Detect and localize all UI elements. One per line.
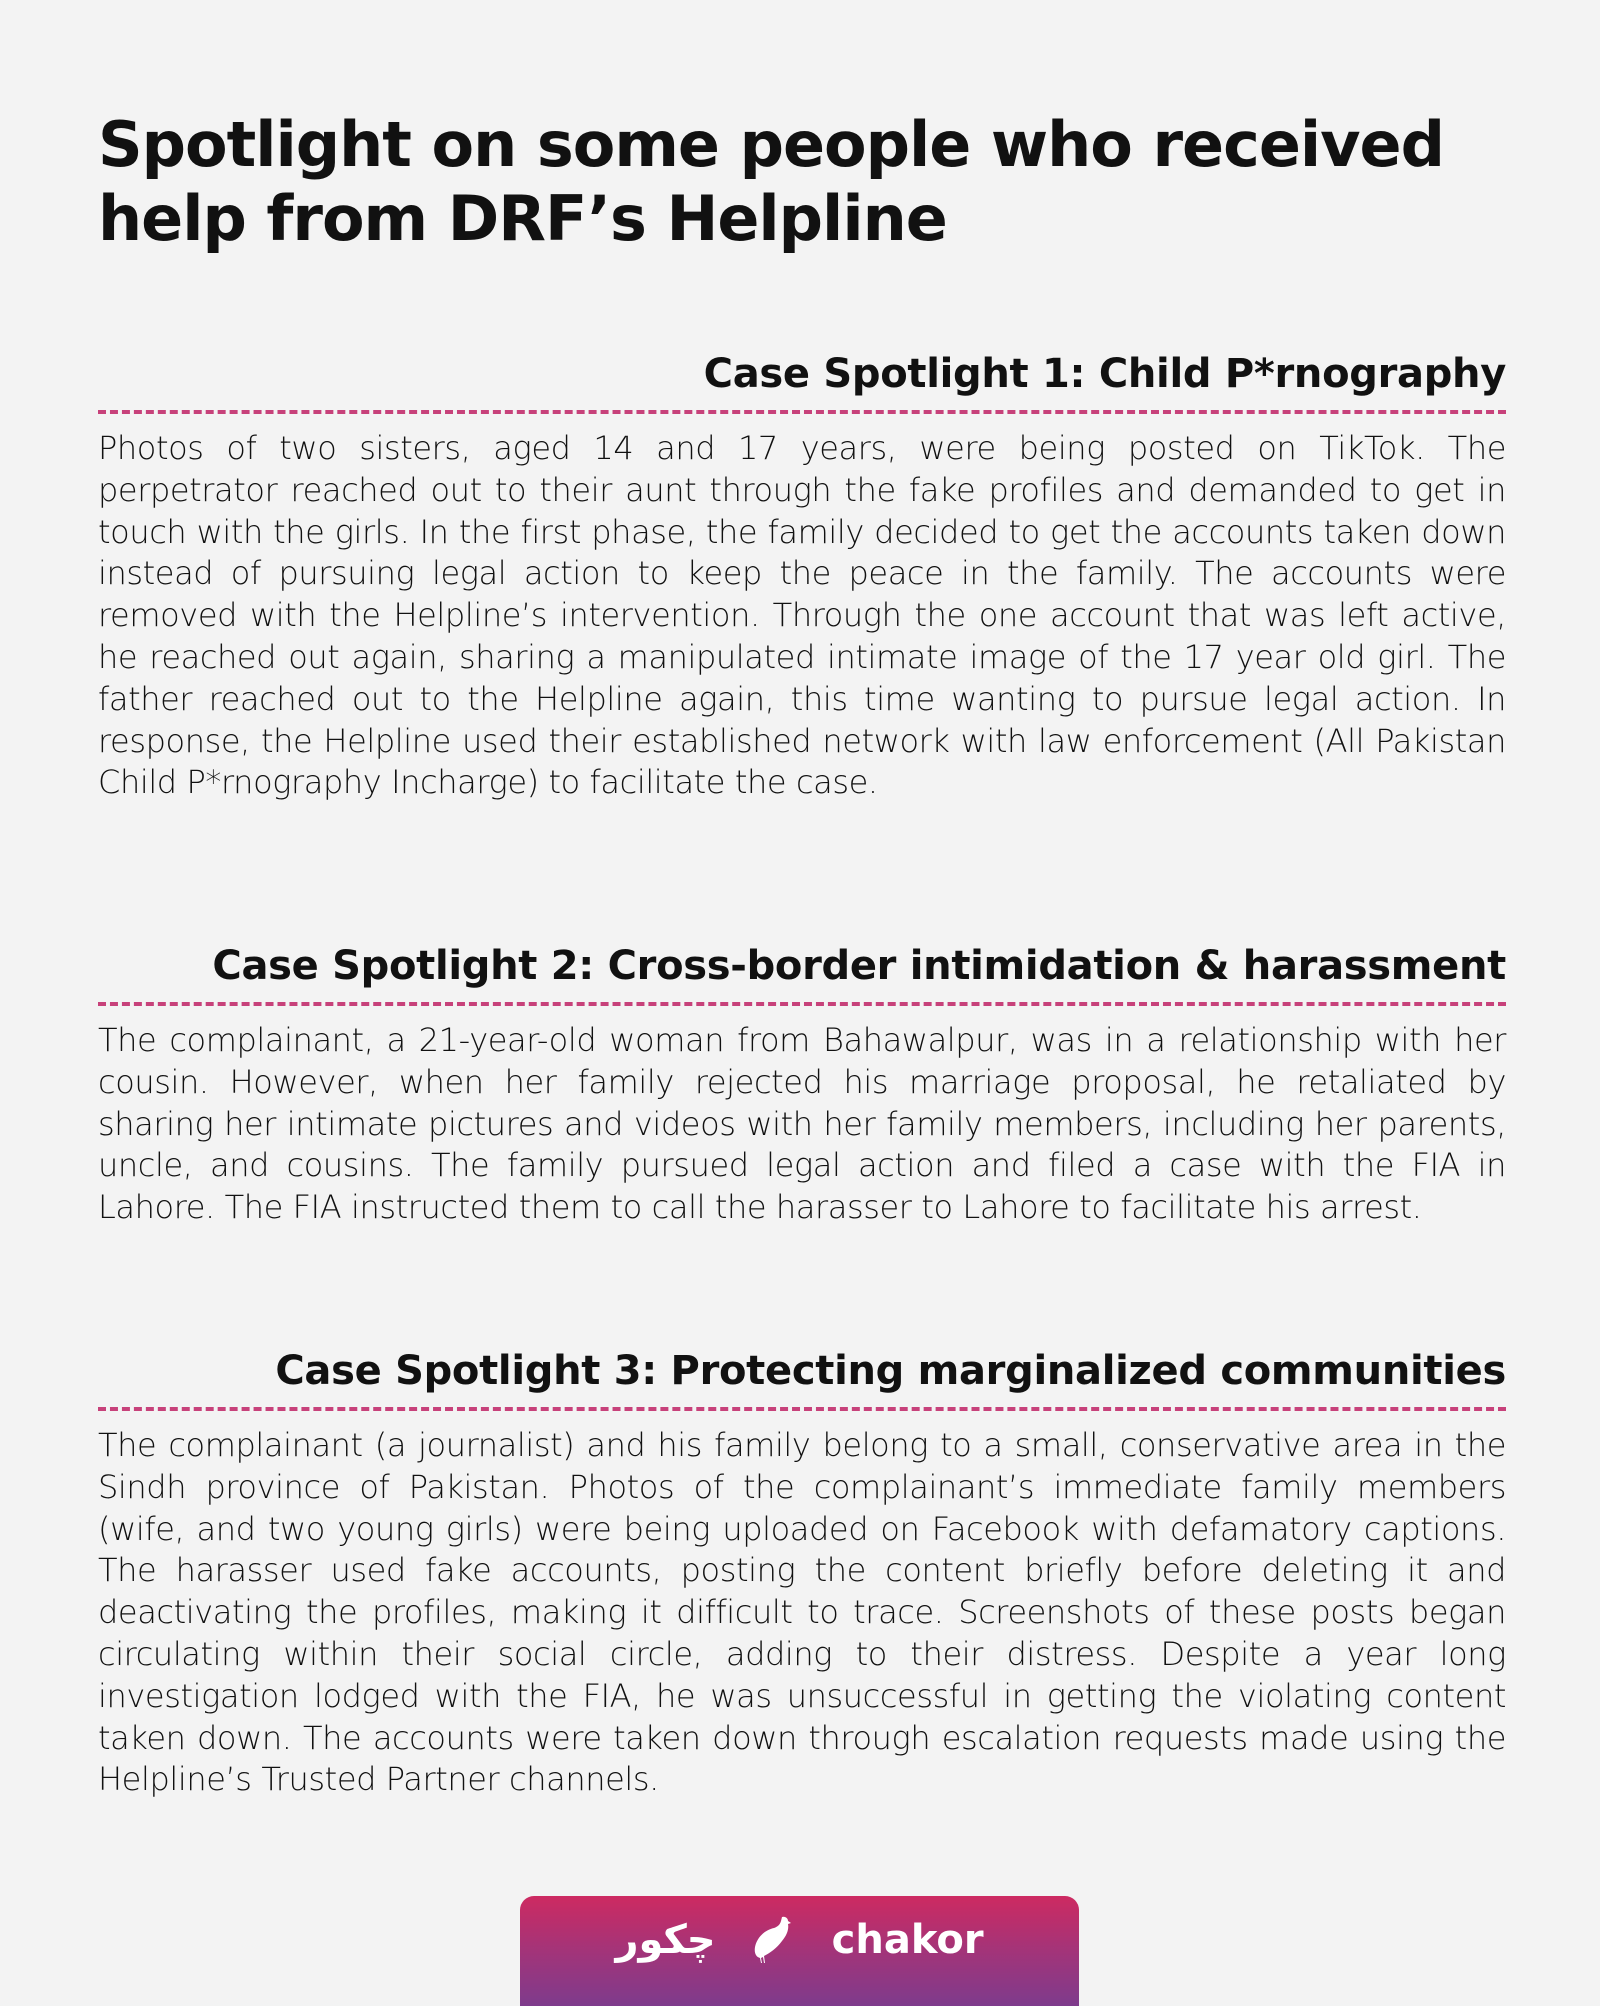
case-spotlight-3 <box>98 1347 1506 1801</box>
urdu-wordmark: چکور <box>615 1917 716 1963</box>
section-body: The complainant, a 21-year-old woman from Bahawalpur, was in a relationship with her cousin. However, when her family rejected his marriage proposal, he retaliated by sharing her intimate pictures and videos with her family members, including her parents, uncle, and cousins. The family pursued legal action and filed a case with the FIA in Lahore. The FIA instructed them to call the harasser to Lahore to facilitate his arrest. <box>98 1021 1506 1227</box>
case-spotlight-2 <box>98 942 1506 1229</box>
brand-wordmark: chakor <box>831 1917 984 1963</box>
dashed-divider <box>98 410 1506 414</box>
section-heading: Case Spotlight 1: Child P*rnography <box>703 351 1506 397</box>
section-heading: Case Spotlight 2: Cross-border intimidation & harassment <box>212 943 1506 989</box>
case-spotlight-1 <box>98 350 1506 804</box>
dashed-divider <box>98 1407 1506 1411</box>
chakor-logo-bar <box>520 1896 1079 2006</box>
page-title: Spotlight on some people who received help from DRF’s Helpline <box>98 108 1444 255</box>
section-heading: Case Spotlight 3: Protecting marginalized communities <box>275 1348 1506 1394</box>
section-body: Photos of two sisters, aged 14 and 17 years, were being posted on TikTok. The perpetrator reached out to their aunt through the fake profiles and demanded to get in touch with the girls. In the first phase, the family decided to get the accounts taken down instead of pursuing legal action to keep the peace in the family. The accounts were removed with the Helpline’s intervention. Through the one account that was left active, he reached out again, sharing a manipulated intimate image of the 17 year old girl. The father reached out to the Helpline again, this time wanting to pursue legal action. In response, the Helpline used their established network with law enforcement (All Pakistan Child P*rnography Incharge) to facilitate the case. <box>98 429 1506 802</box>
bird-icon <box>752 1915 796 1965</box>
dashed-divider <box>98 1002 1506 1006</box>
section-body: The complainant (a journalist) and his family belong to a small, conservative area in the Sindh province of Pakistan. Photos of the complainant’s immediate family members (wife, and two young girls) were being uploaded on Facebook with defamatory captions. The harasser used fake accounts, posting the content briefly before deleting it and deactivating the profiles, making it difficult to trace. Screenshots of these posts began circulating within their social circle, adding to their distress. Despite a year long investigation lodged with the FIA, he was unsuccessful in getting the violating content taken down. The accounts were taken down through escalation requests made using the Helpline’s Trusted Partner channels. <box>98 1426 1506 1799</box>
